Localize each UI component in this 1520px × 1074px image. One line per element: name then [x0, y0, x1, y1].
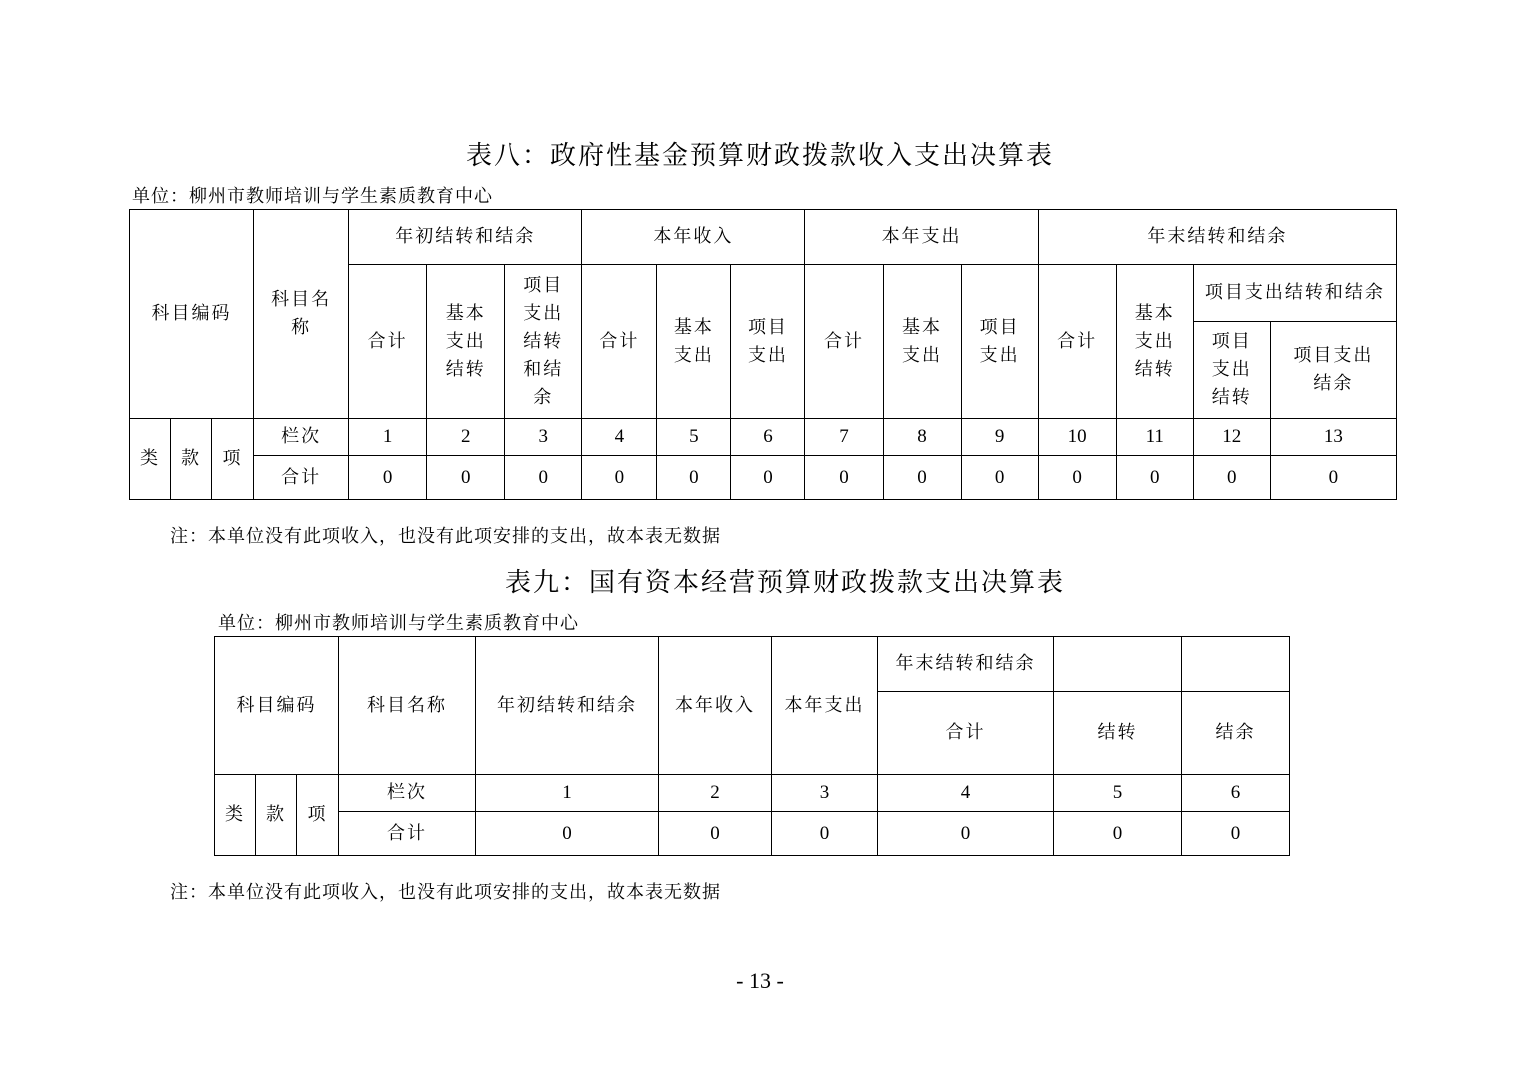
income-project-header: 项目支出 [731, 265, 805, 419]
empty-header-cell [1182, 637, 1290, 692]
expense-basic-header: 基本支出 [883, 265, 961, 419]
income-basic-header: 基本支出 [657, 265, 731, 419]
column-no-cell: 1 [476, 775, 659, 812]
table8-note: 注：本单位没有此项收入，也没有此项安排的支出，故本表无数据 [170, 526, 721, 547]
total-cell: 0 [1182, 812, 1290, 856]
total-cell: 0 [1193, 456, 1270, 500]
total-cell: 0 [476, 812, 659, 856]
column-no-cell: 10 [1038, 419, 1116, 456]
opening-basic-carryover-header: 基本支出结转 [427, 265, 505, 419]
total-cell: 0 [731, 456, 805, 500]
table9 [214, 636, 1290, 856]
column-no-cell: 7 [805, 419, 883, 456]
column-no-cell: 5 [657, 419, 731, 456]
opening-total-header: 合计 [349, 265, 427, 419]
income-header: 本年收入 [659, 637, 772, 775]
kuan-header: 款 [171, 419, 212, 500]
total-cell: 0 [427, 456, 505, 500]
column-no-cell: 11 [1116, 419, 1193, 456]
column-no-label: 栏次 [254, 419, 349, 456]
column-no-cell: 1 [349, 419, 427, 456]
closing-basic-carryover-header: 基本支出结转 [1116, 265, 1193, 419]
column-no-cell: 8 [883, 419, 961, 456]
subject-name-header: 科目名称 [254, 210, 349, 419]
total-cell: 0 [883, 456, 961, 500]
closing-project-group-header: 项目支出结转和结余 [1193, 265, 1396, 322]
column-no-cell: 2 [427, 419, 505, 456]
expense-project-header: 项目支出 [961, 265, 1038, 419]
subject-code-header: 科目编码 [130, 210, 254, 419]
column-no-cell: 2 [659, 775, 772, 812]
income-header: 本年收入 [582, 210, 805, 265]
opening-balance-header: 年初结转和结余 [349, 210, 582, 265]
closing-balance-header: 年末结转和结余 [1038, 210, 1396, 265]
balance-header: 结余 [1182, 692, 1290, 775]
total-cell: 0 [1116, 456, 1193, 500]
xiang-header: 项 [297, 775, 339, 856]
total-cell: 0 [878, 812, 1054, 856]
table8 [129, 209, 1397, 500]
column-no-cell: 4 [878, 775, 1054, 812]
xiang-header: 项 [212, 419, 254, 500]
closing-project-balance-header: 项目支出结余 [1270, 322, 1396, 419]
opening-project-carryover-header: 项目支出结转和结余 [505, 265, 582, 419]
column-no-label: 栏次 [339, 775, 476, 812]
column-no-cell: 5 [1054, 775, 1182, 812]
table9-title: 表九：国有资本经营预算财政拨款支出决算表 [504, 568, 1065, 598]
closing-balance-header: 年末结转和结余 [878, 637, 1054, 692]
total-cell: 0 [1054, 812, 1182, 856]
empty-header-cell [1054, 637, 1182, 692]
total-cell: 0 [349, 456, 427, 500]
total-cell: 0 [659, 812, 772, 856]
closing-project-carryover-header: 项目支出结转 [1193, 322, 1270, 419]
sum-row-label: 合计 [339, 812, 476, 856]
lei-header: 类 [130, 419, 171, 500]
expense-total-header: 合计 [805, 265, 883, 419]
total-cell: 0 [582, 456, 657, 500]
total-cell: 0 [505, 456, 582, 500]
column-no-cell: 9 [961, 419, 1038, 456]
total-cell: 0 [1038, 456, 1116, 500]
column-no-cell: 6 [731, 419, 805, 456]
total-cell: 0 [805, 456, 883, 500]
table9-unit: 单位：柳州市教师培训与学生素质教育中心 [218, 613, 579, 634]
column-no-cell: 12 [1193, 419, 1270, 456]
opening-balance-header: 年初结转和结余 [476, 637, 659, 775]
kuan-header: 款 [256, 775, 297, 856]
total-cell: 0 [657, 456, 731, 500]
column-no-cell: 3 [772, 775, 878, 812]
total-cell: 0 [1270, 456, 1396, 500]
total-cell: 0 [772, 812, 878, 856]
column-no-cell: 4 [582, 419, 657, 456]
income-total-header: 合计 [582, 265, 657, 419]
subject-code-header: 科目编码 [215, 637, 339, 775]
subject-name-header: 科目名称 [339, 637, 476, 775]
column-no-cell: 3 [505, 419, 582, 456]
table9-note: 注：本单位没有此项收入，也没有此项安排的支出，故本表无数据 [170, 882, 721, 903]
closing-total-header: 合计 [878, 692, 1054, 775]
page-number: - 13 - [736, 968, 784, 993]
expense-header: 本年支出 [805, 210, 1038, 265]
lei-header: 类 [215, 775, 256, 856]
column-no-cell: 6 [1182, 775, 1290, 812]
closing-total-header: 合计 [1038, 265, 1116, 419]
column-no-cell: 13 [1270, 419, 1396, 456]
sum-row-label: 合计 [254, 456, 349, 500]
table8-unit: 单位：柳州市教师培训与学生素质教育中心 [132, 186, 493, 207]
carryover-header: 结转 [1054, 692, 1182, 775]
expense-header: 本年支出 [772, 637, 878, 775]
table8-title: 表八：政府性基金预算财政拨款收入支出决算表 [465, 141, 1054, 171]
total-cell: 0 [961, 456, 1038, 500]
